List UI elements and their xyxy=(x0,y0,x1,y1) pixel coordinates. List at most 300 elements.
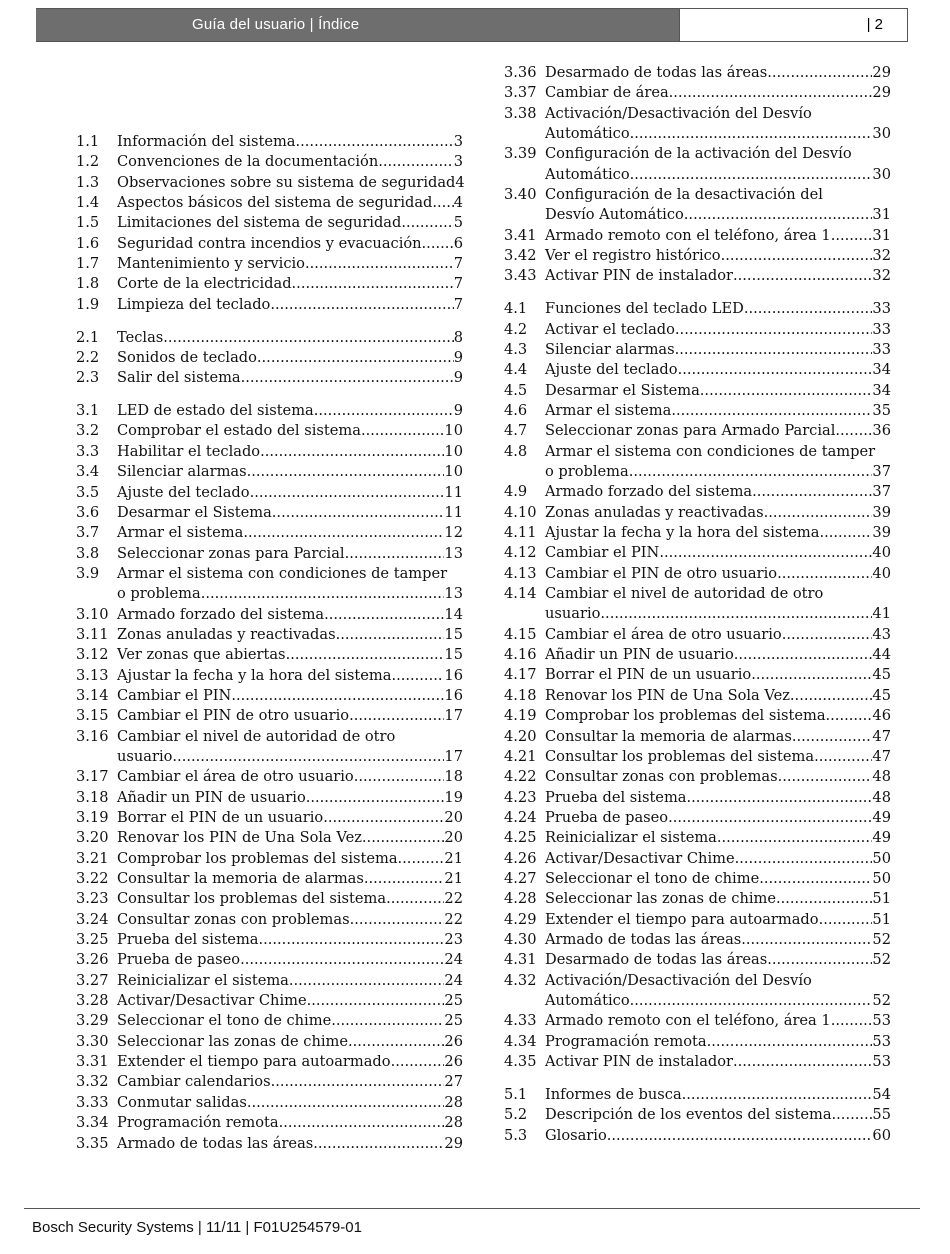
toc-entry xyxy=(504,523,891,543)
toc-entry xyxy=(504,381,891,401)
toc-entry-page: 9 xyxy=(453,369,463,387)
toc-entry-body xyxy=(545,767,891,787)
dot-leader xyxy=(700,381,873,401)
toc-entry xyxy=(504,442,891,483)
dot-leader xyxy=(759,869,872,889)
dot-leader xyxy=(270,295,453,315)
toc-entry-page: 48 xyxy=(872,788,891,806)
toc-entry-line xyxy=(545,910,891,930)
toc-entry-title: Programación remota xyxy=(117,1114,279,1132)
toc-entry xyxy=(76,605,463,625)
toc-entry-body xyxy=(117,523,463,543)
toc-entry-line xyxy=(117,193,463,213)
toc-entry-title: Seguridad contra incendios y evacuación xyxy=(117,234,422,252)
toc-entry-body xyxy=(545,1032,891,1052)
toc-entry-page: 7 xyxy=(453,295,463,313)
toc-entry-title: Cambiar el área de otro usuario xyxy=(545,625,782,643)
toc-entry-number: 4.11 xyxy=(504,524,537,542)
toc-entry xyxy=(504,246,891,266)
dot-leader xyxy=(675,320,873,340)
dot-leader xyxy=(362,828,445,848)
toc-entry-page: 52 xyxy=(872,951,891,969)
toc-entry-page: 28 xyxy=(444,1093,463,1111)
dot-leader xyxy=(314,401,454,421)
dot-leader xyxy=(241,368,454,388)
dot-leader xyxy=(751,665,872,685)
toc-section xyxy=(76,401,463,1154)
toc-entry-title: Cambiar el nivel de autoridad de otro xyxy=(545,585,824,603)
toc-entry-line xyxy=(117,605,463,625)
toc-entry xyxy=(504,625,891,645)
toc-entry-page: 45 xyxy=(872,666,891,684)
toc-entry-page: 33 xyxy=(872,300,891,318)
toc-entry-body xyxy=(117,132,463,152)
dot-leader xyxy=(250,483,445,503)
toc-entry xyxy=(76,544,463,564)
toc-entry-page: 4 xyxy=(453,194,463,212)
toc-entry-line xyxy=(117,1113,463,1133)
toc-entry-title: Borrar el PIN de un usuario xyxy=(545,666,752,684)
toc-entry-number: 3.21 xyxy=(76,849,109,867)
toc-entry xyxy=(76,152,463,172)
toc-entry-body xyxy=(117,295,463,315)
toc-entry-number: 4.10 xyxy=(504,503,537,521)
toc-entry-line xyxy=(545,421,891,441)
toc-entry-line xyxy=(545,930,891,950)
toc-entry-line xyxy=(545,320,891,340)
toc-entry xyxy=(504,788,891,808)
toc-entry-page: 50 xyxy=(872,869,891,887)
toc-entry-title: Limpieza del teclado xyxy=(117,295,271,313)
toc-entry-page: 49 xyxy=(872,829,891,847)
toc-entry-title: Desarmado de todas las áreas xyxy=(545,951,768,969)
toc-entry-body xyxy=(545,1085,891,1105)
toc-entry-body xyxy=(545,523,891,543)
toc-entry-body xyxy=(117,727,463,768)
toc-entry-number: 4.15 xyxy=(504,625,537,643)
toc-entry xyxy=(76,767,463,787)
dot-leader xyxy=(671,401,872,421)
toc-entry-line xyxy=(117,666,463,686)
dot-leader xyxy=(669,83,873,103)
dot-leader xyxy=(279,1113,445,1133)
toc-entry-page: 31 xyxy=(872,206,891,224)
dot-leader xyxy=(336,625,445,645)
toc-entry-line xyxy=(545,889,891,909)
dot-leader xyxy=(792,727,873,747)
toc-entry-number: 1.7 xyxy=(76,255,100,273)
toc-entry-line xyxy=(117,584,463,604)
toc-entry-number: 3.29 xyxy=(76,1012,109,1030)
toc-entry-title: Conmutar salidas xyxy=(117,1093,247,1111)
toc-entry-body xyxy=(117,686,463,706)
toc-entry-body xyxy=(545,828,891,848)
toc-entry xyxy=(504,564,891,584)
toc-entry-page: 37 xyxy=(872,483,891,501)
toc-entry-page: 9 xyxy=(453,402,463,420)
toc-entry-body xyxy=(117,869,463,889)
toc-entry xyxy=(504,226,891,246)
toc-entry xyxy=(76,442,463,462)
toc-entry-line xyxy=(545,767,891,787)
toc-entry-title: Prueba del sistema xyxy=(117,931,259,949)
toc-entry-body xyxy=(117,503,463,523)
toc-entry-title: Activar PIN de instalador xyxy=(545,267,734,285)
dot-leader xyxy=(240,950,444,970)
toc-section xyxy=(504,63,891,287)
toc-entry-page: 3 xyxy=(453,133,463,150)
toc-entry-number: 3.5 xyxy=(76,483,100,501)
dot-leader xyxy=(163,328,453,348)
toc-entry-number: 3.36 xyxy=(504,64,537,81)
toc-entry-number: 4.3 xyxy=(504,340,528,358)
toc-entry-number: 3.28 xyxy=(76,992,109,1010)
toc-entry-line xyxy=(117,1052,463,1072)
toc-entry-title: Seleccionar zonas para Armado Parcial xyxy=(545,422,836,440)
toc-entry-body xyxy=(545,788,891,808)
toc-entry-body xyxy=(117,1072,463,1092)
toc-entry xyxy=(76,503,463,523)
toc-entry-title: Desarmado de todas las áreas xyxy=(545,64,768,81)
dot-leader xyxy=(258,930,444,950)
header-title-bar xyxy=(36,8,679,42)
toc-entry-page: 23 xyxy=(444,931,463,949)
dot-leader xyxy=(305,254,454,274)
toc-entry xyxy=(504,482,891,502)
toc-entry-body xyxy=(545,503,891,523)
toc-entry-number: 1.8 xyxy=(76,275,100,293)
toc-entry xyxy=(504,584,891,625)
page-number: | 2 xyxy=(866,16,883,33)
toc-entry-line xyxy=(545,462,891,482)
dot-leader xyxy=(354,767,445,787)
toc-entry-number: 4.32 xyxy=(504,971,537,989)
toc-entry-title: Renovar los PIN de Una Sola Vez xyxy=(117,829,362,847)
toc-entry-line xyxy=(545,747,891,767)
toc-entry xyxy=(76,1032,463,1052)
toc-entry xyxy=(76,132,463,152)
toc-entry xyxy=(76,869,463,889)
toc-entry-page: 35 xyxy=(872,402,891,419)
toc-entry-body xyxy=(117,401,463,421)
toc-entry xyxy=(76,234,463,254)
toc-entry-line xyxy=(117,213,463,233)
toc-entry-title: Consultar los problemas del sistema xyxy=(545,747,815,765)
toc-entry-body xyxy=(545,564,891,584)
toc-entry-body xyxy=(545,482,891,502)
toc-entry-number: 3.13 xyxy=(76,666,109,684)
toc-entry-body xyxy=(545,971,891,1012)
toc-entry-page: 34 xyxy=(872,361,891,379)
toc-entry-page: 55 xyxy=(872,1106,891,1124)
toc-entry xyxy=(76,368,463,388)
toc-entry-title: Ver zonas que abiertas xyxy=(117,646,286,664)
toc-entry-page: 20 xyxy=(444,829,463,847)
toc-entry-body xyxy=(545,246,891,266)
toc-entry-line xyxy=(545,808,891,828)
toc-entry-title: Seleccionar las zonas de chime xyxy=(117,1032,348,1050)
toc-entry-line xyxy=(545,991,891,1011)
toc-entry-page: 49 xyxy=(872,808,891,826)
toc-entry-title: Silenciar alarmas xyxy=(117,463,247,481)
toc-entry-body xyxy=(117,910,463,930)
toc-entry-title: Automático xyxy=(545,165,630,183)
toc-entry-page: 8 xyxy=(453,328,463,346)
toc-entry-line xyxy=(117,503,463,523)
toc-entry-number: 3.15 xyxy=(76,707,109,725)
toc-entry-title: o problema xyxy=(117,585,201,603)
toc-entry-body xyxy=(117,991,463,1011)
toc-entry-title: Sonidos de teclado xyxy=(117,348,257,366)
toc-entry-page: 41 xyxy=(872,605,891,623)
toc-entry-line xyxy=(117,1134,463,1154)
toc-entry xyxy=(76,295,463,315)
footer-text: Bosch Security Systems | 11/11 | F01U254579-01 xyxy=(32,1219,362,1236)
toc-entry-line xyxy=(545,226,891,246)
toc-entry-page: 11 xyxy=(444,483,463,501)
toc-entry-page: 51 xyxy=(872,910,891,928)
toc-entry xyxy=(504,727,891,747)
toc-entry-title: Cambiar calendarios xyxy=(117,1073,271,1091)
toc-entry-number: 1.5 xyxy=(76,214,100,232)
toc-entry xyxy=(76,1052,463,1072)
toc-entry-line xyxy=(545,564,891,584)
toc-entry-line xyxy=(117,544,463,564)
toc-entry xyxy=(504,340,891,360)
toc-entry-title: Prueba de paseo xyxy=(545,808,669,826)
toc-entry-body xyxy=(545,645,891,665)
toc-entry-line xyxy=(545,266,891,286)
toc-entry xyxy=(504,360,891,380)
toc-entry-body xyxy=(545,360,891,380)
toc-entry-number: 4.4 xyxy=(504,361,528,379)
dot-leader xyxy=(686,788,872,808)
toc-entry-number: 4.21 xyxy=(504,747,537,765)
toc-entry-number: 3.39 xyxy=(504,145,537,163)
toc-entry-page: 39 xyxy=(872,503,891,521)
toc-entry-line xyxy=(545,124,891,144)
dot-leader xyxy=(349,706,444,726)
toc-entry-body xyxy=(545,584,891,625)
toc-entry-number: 4.31 xyxy=(504,951,537,969)
toc-entry-number: 1.2 xyxy=(76,153,100,171)
toc-entry-line xyxy=(117,889,463,909)
toc-entry-page: 36 xyxy=(872,422,891,440)
toc-entry-number: 3.9 xyxy=(76,564,100,582)
toc-entry-line xyxy=(545,1105,891,1125)
toc-entry-title: Teclas xyxy=(117,328,164,346)
toc-entry-number: 3.7 xyxy=(76,524,100,542)
toc-entry-page: 26 xyxy=(444,1053,463,1071)
dot-leader xyxy=(832,1105,873,1125)
toc-entry-number: 5.1 xyxy=(504,1085,528,1103)
dot-leader xyxy=(831,226,873,246)
toc-entry xyxy=(76,645,463,665)
toc-entry-page: 29 xyxy=(872,64,891,81)
dot-leader xyxy=(231,686,444,706)
toc-entry-number: 4.25 xyxy=(504,829,537,847)
toc-entry-title: Activación/Desactivación del Desvío xyxy=(545,104,812,122)
toc-entry-page: 47 xyxy=(872,747,891,765)
toc-entry-number: 2.3 xyxy=(76,369,100,387)
footer-divider xyxy=(24,1208,920,1209)
toc-entry-body xyxy=(545,381,891,401)
toc-entry xyxy=(76,328,463,348)
toc-entry-line xyxy=(545,686,891,706)
dot-leader xyxy=(777,564,872,584)
toc-entry-body xyxy=(117,950,463,970)
toc-entry-line xyxy=(117,1032,463,1052)
toc-entry-number: 4.7 xyxy=(504,422,528,440)
toc-entry-body xyxy=(545,104,891,145)
dot-leader xyxy=(744,299,873,319)
toc-entry-page: 4 xyxy=(455,173,465,191)
toc-entry-title: Armado forzado del sistema xyxy=(545,483,753,501)
dot-leader xyxy=(682,1085,873,1105)
dot-leader xyxy=(778,767,873,787)
toc-entry-number: 3.17 xyxy=(76,768,109,786)
toc-entry xyxy=(76,808,463,828)
toc-entry-number: 4.26 xyxy=(504,849,537,867)
toc-entry-line xyxy=(117,1011,463,1031)
toc-entry-number: 3.35 xyxy=(76,1134,109,1152)
toc-entry-line xyxy=(545,1032,891,1052)
toc-entry-number: 3.14 xyxy=(76,686,109,704)
toc-entry-body xyxy=(117,234,463,254)
toc-entry-line xyxy=(117,767,463,787)
toc-entry-page: 7 xyxy=(453,275,463,293)
toc-entry-page: 53 xyxy=(872,1012,891,1030)
dot-leader xyxy=(684,205,873,225)
toc-entry-line xyxy=(117,442,463,462)
toc-entry-page: 22 xyxy=(444,910,463,928)
toc-entry xyxy=(76,625,463,645)
toc-entry-title: Reinicializar el sistema xyxy=(545,829,717,847)
toc-entry-line xyxy=(545,828,891,848)
toc-entry xyxy=(504,299,891,319)
toc-entry xyxy=(504,1011,891,1031)
toc-entry-title: Prueba del sistema xyxy=(545,788,687,806)
dot-leader xyxy=(819,523,872,543)
toc-entry-body xyxy=(117,828,463,848)
toc-entry-number: 3.23 xyxy=(76,890,109,908)
toc-entry xyxy=(76,991,463,1011)
dot-leader xyxy=(386,889,444,909)
toc-entry-page: 53 xyxy=(872,1032,891,1050)
toc-entry-number: 4.28 xyxy=(504,890,537,908)
toc-entry xyxy=(504,767,891,787)
dot-leader xyxy=(752,482,872,502)
toc-entry xyxy=(504,104,891,145)
toc-entry-title: Comprobar los problemas del sistema xyxy=(117,849,398,867)
toc-entry-number: 2.2 xyxy=(76,348,100,366)
toc-entry-body xyxy=(545,869,891,889)
toc-entry-number: 3.31 xyxy=(76,1053,109,1071)
toc-column-left xyxy=(76,132,463,1154)
toc-entry-body xyxy=(117,1134,463,1154)
toc-entry-line xyxy=(117,254,463,274)
toc-column-right xyxy=(504,63,891,1146)
toc-entry-page: 48 xyxy=(872,768,891,786)
dot-leader xyxy=(776,889,872,909)
dot-leader xyxy=(629,462,873,482)
section-spacer xyxy=(76,315,463,328)
section-spacer xyxy=(504,287,891,300)
toc-entry-line xyxy=(117,645,463,665)
toc-entry-title: Añadir un PIN de usuario xyxy=(545,646,734,664)
toc-entry-number: 3.11 xyxy=(76,625,109,643)
toc-entry-number: 4.27 xyxy=(504,869,537,887)
toc-entry-title: Cambiar el PIN xyxy=(545,544,660,562)
toc-entry-number: 3.25 xyxy=(76,931,109,949)
toc-entry-number: 1.9 xyxy=(76,295,100,313)
toc-entry xyxy=(76,950,463,970)
toc-entry-title: Salir del sistema xyxy=(117,369,241,387)
toc-entry-page: 44 xyxy=(872,646,891,664)
toc-entry xyxy=(76,666,463,686)
dot-leader xyxy=(826,706,873,726)
dot-leader xyxy=(422,234,454,254)
dot-leader xyxy=(292,274,454,294)
toc-entry-page: 29 xyxy=(444,1134,463,1152)
toc-entry-body xyxy=(117,1113,463,1133)
toc-entry-number: 3.40 xyxy=(504,186,537,204)
toc-entry xyxy=(76,849,463,869)
toc-entry-page: 32 xyxy=(872,267,891,285)
toc-entry-title: Armado forzado del sistema xyxy=(117,605,325,623)
toc-entry-body xyxy=(117,625,463,645)
toc-entry-page: 45 xyxy=(872,686,891,704)
toc-entry-number: 3.10 xyxy=(76,605,109,623)
toc-entry xyxy=(76,1011,463,1031)
toc-entry-title: Cambiar el nivel de autoridad de otro xyxy=(117,727,396,745)
toc-entry-title: Zonas anuladas y reactivadas xyxy=(117,625,336,643)
toc-entry-title: Consultar la memoria de alarmas xyxy=(117,870,364,888)
toc-entry xyxy=(504,1052,891,1072)
toc-entry-page: 40 xyxy=(872,564,891,582)
toc-entry-body xyxy=(545,185,891,226)
dot-leader xyxy=(678,360,873,380)
toc-entry-body xyxy=(545,727,891,747)
toc-entry-page: 30 xyxy=(872,125,891,143)
toc-entry-number: 3.6 xyxy=(76,503,100,521)
toc-entry xyxy=(504,889,891,909)
toc-entry-number: 4.23 xyxy=(504,788,537,806)
toc-entry-body xyxy=(545,144,891,185)
toc-entry-number: 4.2 xyxy=(504,320,528,338)
toc-entry-body xyxy=(117,808,463,828)
toc-entry-title: Consultar zonas con problemas xyxy=(545,768,778,786)
toc-entry-page: 39 xyxy=(872,524,891,542)
section-spacer xyxy=(76,389,463,402)
toc-entry xyxy=(76,213,463,233)
toc-entry xyxy=(504,930,891,950)
toc-entry-body xyxy=(117,348,463,368)
toc-entry-number: 4.9 xyxy=(504,483,528,501)
toc-entry-title: Corte de la electricidad xyxy=(117,275,292,293)
toc-entry-body xyxy=(545,266,891,286)
toc-entry-title: Armar el sistema xyxy=(117,524,244,542)
toc-entry-number: 1.6 xyxy=(76,234,100,252)
toc-entry-title: Configuración de la desactivación del xyxy=(545,186,823,204)
toc-entry-number: 5.3 xyxy=(504,1126,528,1144)
page-header xyxy=(36,8,908,42)
toc-entry-title: Comprobar el estado del sistema xyxy=(117,422,361,440)
toc-entry-line xyxy=(117,971,463,991)
toc-entry-number: 1.4 xyxy=(76,194,100,212)
toc-entry xyxy=(504,950,891,970)
toc-entry-body xyxy=(117,442,463,462)
